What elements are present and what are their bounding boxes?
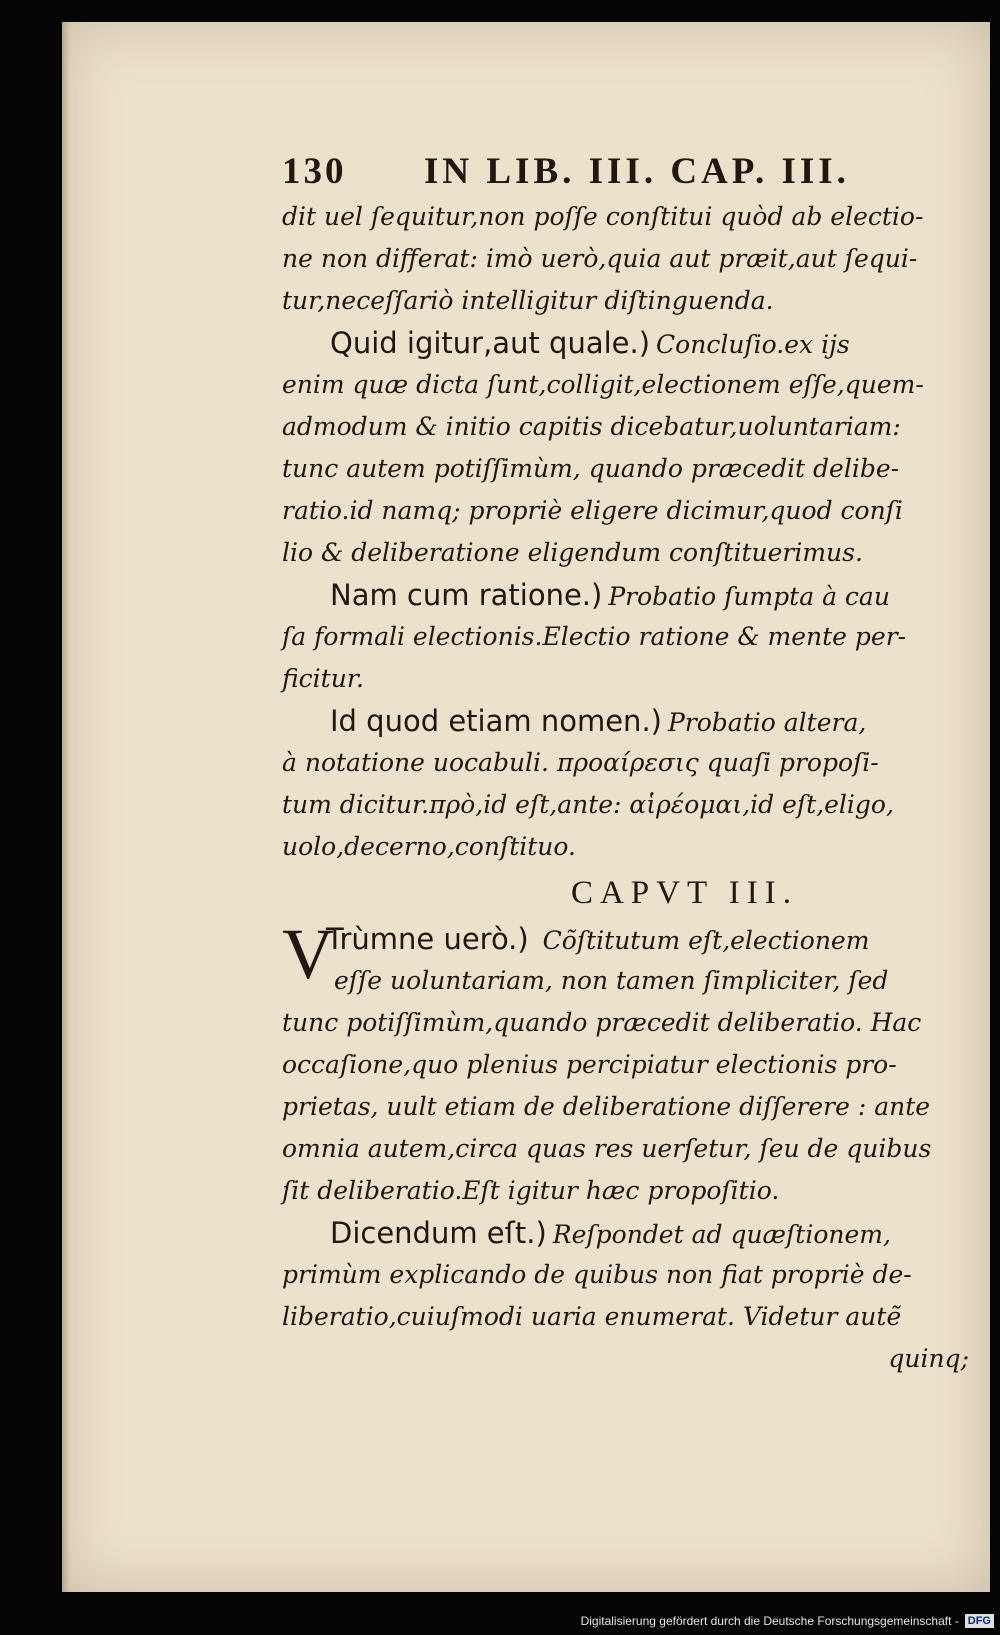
chapter-opening xyxy=(282,914,1000,1338)
catchword: quinq; xyxy=(888,1344,969,1373)
line-text: ficitur. xyxy=(282,664,364,693)
text-line xyxy=(282,532,1000,574)
text-line xyxy=(282,196,1000,238)
line-text: Reſpondet ad quæſtionem, xyxy=(552,1220,891,1249)
line-text: eſſe uoluntariam, non tamen ſimpliciter, ſed xyxy=(334,966,889,995)
text-line xyxy=(282,364,1000,406)
drop-initial: V xyxy=(282,914,334,994)
line-text: Probatio ſumpta à cau xyxy=(608,582,890,611)
line-text: tur,neceſſariò intelligitur diſtinguenda. xyxy=(282,286,774,315)
line-text: tunc autem potiſſimùm, quando præcedit delibe- xyxy=(282,454,900,483)
line-text: ne non differat: imò uerò,quia aut præit,aut ſequi- xyxy=(282,244,918,273)
text-line xyxy=(282,406,1000,448)
line-text: prietas, uult etiam de deliberatione diſſerere : ante xyxy=(282,1092,931,1121)
line-text: occaſione,quo plenius percipiatur electionis pro- xyxy=(282,1050,897,1079)
text-line xyxy=(282,616,1000,658)
running-title: IN LIB. III. CAP. III. xyxy=(424,151,850,192)
text-line xyxy=(282,1002,1000,1044)
line-text: enim quæ dicta ſunt,colligit,electionem eſſe,quem- xyxy=(282,370,924,399)
line-text: lio & deliberatione eligendum conſtituerimus. xyxy=(282,538,863,567)
line-text: uolo,decerno,conſtituo. xyxy=(282,832,576,861)
lemma: Nam cum ratione.) xyxy=(330,578,603,612)
lemma: Id quod etiam nomen.) xyxy=(330,704,662,738)
text-line xyxy=(282,574,1000,616)
text-line xyxy=(282,658,1000,700)
text-line xyxy=(282,490,1000,532)
book-page xyxy=(62,22,990,1592)
line-text: tunc potiſſimùm,quando præcedit deliberatio. Hac xyxy=(282,1008,922,1037)
line-text: à notatione uocabuli. προαίρεσις quaſi propoſi- xyxy=(282,748,879,777)
line-text: Probatio altera, xyxy=(667,708,867,737)
commentary-lines-after-chapter xyxy=(282,960,1000,1338)
text-line xyxy=(282,784,1000,826)
line-text: ratio.id namq; propriè eligere dicimur,quod conſi xyxy=(282,496,903,525)
dfg-logo: DFG xyxy=(965,1614,994,1628)
line-text: Concluſio.ex ijs xyxy=(656,330,850,359)
text-block xyxy=(282,150,1000,1380)
line-text: Cõſtitutum eſt,electionem xyxy=(542,926,870,955)
text-line xyxy=(282,280,1000,322)
lemma: Quid igitur,aut quale.) xyxy=(330,326,651,360)
text-line xyxy=(282,1296,1000,1338)
text-line xyxy=(282,1128,1000,1170)
line-text: ſit deliberatio.Eſt igitur hæc propoſitio. xyxy=(282,1176,780,1205)
chapter-heading: CAPVT III. xyxy=(570,875,799,911)
funding-text: Digitalisierung gefördert durch die Deutsche Forschungsgemeinschaft - xyxy=(580,1614,959,1628)
line-text: ſa formali electionis.Electio ratione & mente per- xyxy=(282,622,907,651)
text-line xyxy=(282,742,1000,784)
lemma: Trùmne uerò.) xyxy=(326,922,529,956)
text-line xyxy=(282,700,1000,742)
text-line xyxy=(282,1212,1000,1254)
line-text: liberatio,cuiuſmodi uaria enumerat. Videtur autẽ xyxy=(282,1302,902,1331)
line-text: dit uel ſequitur,non poſſe conſtitui quòd ab electio- xyxy=(282,202,924,231)
text-line xyxy=(282,826,1000,868)
line-text: admodum & initio capitis dicebatur,uoluntariam: xyxy=(282,412,901,441)
text-line xyxy=(282,238,1000,280)
text-line xyxy=(282,1170,1000,1212)
line-text: tum dicitur.πρὸ,id eſt,ante: αἱρέομαι,id eſt,eligo, xyxy=(282,790,894,819)
commentary-lines-before-chapter xyxy=(282,196,1000,868)
line-text: primùm explicando de quibus non fiat propriè de- xyxy=(282,1260,912,1289)
page-gutter-shadow xyxy=(62,22,70,1592)
text-line xyxy=(282,960,1000,1002)
text-line xyxy=(282,918,1000,960)
running-head xyxy=(282,150,1000,196)
text-line xyxy=(282,1254,1000,1296)
funding-footer xyxy=(581,1611,994,1631)
text-line xyxy=(282,322,1000,364)
text-line xyxy=(282,1086,1000,1128)
text-line xyxy=(282,1044,1000,1086)
lemma: Dicendum eſt.) xyxy=(330,1216,547,1250)
text-line xyxy=(282,448,1000,490)
line-text: omnia autem,circa quas res uerſetur, ſeu de quibus xyxy=(282,1134,932,1163)
page-number: 130 xyxy=(282,151,347,192)
